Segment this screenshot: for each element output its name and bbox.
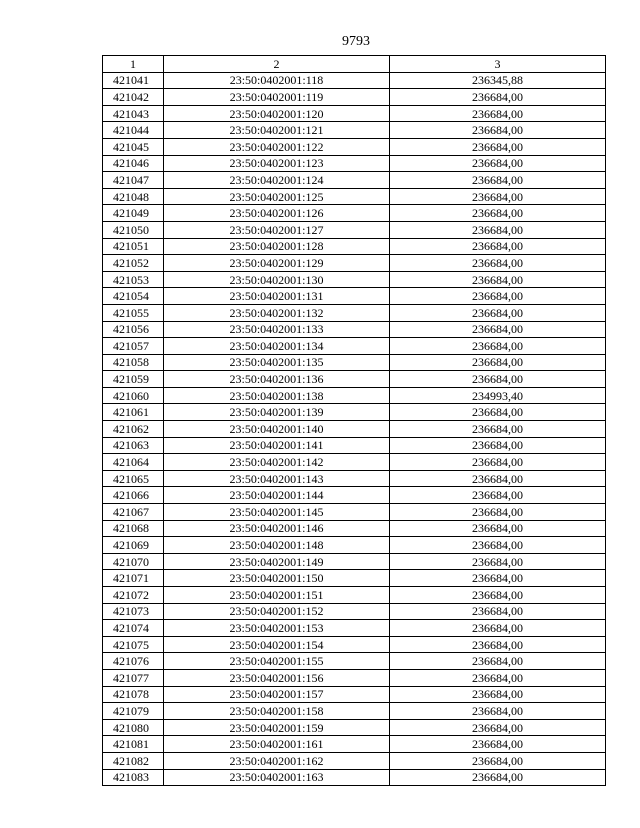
row-number-cell: 421047 xyxy=(103,172,164,189)
value-cell: 236684,00 xyxy=(390,338,606,355)
cadastral-number-cell: 23:50:0402001:144 xyxy=(164,487,390,504)
row-number-cell: 421071 xyxy=(103,570,164,587)
table-row xyxy=(103,603,606,620)
table-row xyxy=(103,752,606,769)
value-cell: 236684,00 xyxy=(390,421,606,438)
table-row xyxy=(103,89,606,106)
cadastral-number-cell: 23:50:0402001:158 xyxy=(164,703,390,720)
cadastral-number-cell: 23:50:0402001:123 xyxy=(164,155,390,172)
value-cell: 236684,00 xyxy=(390,669,606,686)
table-row xyxy=(103,454,606,471)
cadastral-number-cell: 23:50:0402001:155 xyxy=(164,653,390,670)
cadastral-number-cell: 23:50:0402001:121 xyxy=(164,122,390,139)
row-number-cell: 421073 xyxy=(103,603,164,620)
value-cell: 236684,00 xyxy=(390,454,606,471)
row-number-cell: 421065 xyxy=(103,470,164,487)
value-cell: 236684,00 xyxy=(390,520,606,537)
cadastral-number-cell: 23:50:0402001:146 xyxy=(164,520,390,537)
table-row xyxy=(103,221,606,238)
row-number-cell: 421077 xyxy=(103,669,164,686)
value-cell: 236684,00 xyxy=(390,371,606,388)
table-row xyxy=(103,354,606,371)
cadastral-number-cell: 23:50:0402001:143 xyxy=(164,470,390,487)
row-number-cell: 421080 xyxy=(103,719,164,736)
row-number-cell: 421056 xyxy=(103,321,164,338)
table-row xyxy=(103,304,606,321)
cadastral-number-cell: 23:50:0402001:148 xyxy=(164,537,390,554)
table-row xyxy=(103,703,606,720)
value-cell: 236684,00 xyxy=(390,470,606,487)
cadastral-number-cell: 23:50:0402001:127 xyxy=(164,221,390,238)
table-row xyxy=(103,138,606,155)
value-cell: 236684,00 xyxy=(390,188,606,205)
table-row xyxy=(103,122,606,139)
value-cell: 236684,00 xyxy=(390,537,606,554)
cadastral-number-cell: 23:50:0402001:153 xyxy=(164,620,390,637)
cadastral-number-cell: 23:50:0402001:133 xyxy=(164,321,390,338)
row-number-cell: 421042 xyxy=(103,89,164,106)
table-row xyxy=(103,636,606,653)
row-number-cell: 421066 xyxy=(103,487,164,504)
row-number-cell: 421078 xyxy=(103,686,164,703)
row-number-cell: 421069 xyxy=(103,537,164,554)
value-cell: 236684,00 xyxy=(390,553,606,570)
table-body xyxy=(103,72,606,786)
cadastral-number-cell: 23:50:0402001:152 xyxy=(164,603,390,620)
value-cell: 236684,00 xyxy=(390,719,606,736)
cadastral-number-cell: 23:50:0402001:136 xyxy=(164,371,390,388)
cadastral-number-cell: 23:50:0402001:129 xyxy=(164,255,390,272)
cadastral-number-cell: 23:50:0402001:124 xyxy=(164,172,390,189)
value-cell: 234993,40 xyxy=(390,387,606,404)
table-row xyxy=(103,338,606,355)
row-number-cell: 421070 xyxy=(103,553,164,570)
row-number-cell: 421057 xyxy=(103,338,164,355)
page-number: 9793 xyxy=(342,34,370,49)
value-cell: 236684,00 xyxy=(390,89,606,106)
cadastral-number-cell: 23:50:0402001:161 xyxy=(164,736,390,753)
value-cell: 236684,00 xyxy=(390,752,606,769)
row-number-cell: 421068 xyxy=(103,520,164,537)
row-number-cell: 421061 xyxy=(103,404,164,421)
cadastral-number-cell: 23:50:0402001:126 xyxy=(164,205,390,222)
value-cell: 236684,00 xyxy=(390,587,606,604)
value-cell: 236684,00 xyxy=(390,155,606,172)
row-number-cell: 421049 xyxy=(103,205,164,222)
value-cell: 236684,00 xyxy=(390,437,606,454)
table-row xyxy=(103,205,606,222)
column-header-2: 2 xyxy=(164,56,390,73)
value-cell: 236684,00 xyxy=(390,404,606,421)
cadastral-number-cell: 23:50:0402001:162 xyxy=(164,752,390,769)
table-row xyxy=(103,238,606,255)
cadastral-number-cell: 23:50:0402001:122 xyxy=(164,138,390,155)
table-row xyxy=(103,537,606,554)
row-number-cell: 421059 xyxy=(103,371,164,388)
value-cell: 236684,00 xyxy=(390,321,606,338)
cadastral-number-cell: 23:50:0402001:120 xyxy=(164,105,390,122)
table-row xyxy=(103,437,606,454)
row-number-cell: 421060 xyxy=(103,387,164,404)
table-row xyxy=(103,421,606,438)
value-cell: 236345,88 xyxy=(390,72,606,89)
table-row xyxy=(103,155,606,172)
table-row xyxy=(103,72,606,89)
table-row xyxy=(103,653,606,670)
cadastral-number-cell: 23:50:0402001:145 xyxy=(164,504,390,521)
value-cell: 236684,00 xyxy=(390,205,606,222)
table-header-row xyxy=(103,56,606,73)
value-cell: 236684,00 xyxy=(390,238,606,255)
table-row xyxy=(103,288,606,305)
cadastral-number-cell: 23:50:0402001:159 xyxy=(164,719,390,736)
value-cell: 236684,00 xyxy=(390,288,606,305)
value-cell: 236684,00 xyxy=(390,105,606,122)
table-row xyxy=(103,371,606,388)
table-row xyxy=(103,105,606,122)
row-number-cell: 421083 xyxy=(103,769,164,786)
table-row xyxy=(103,271,606,288)
table-row xyxy=(103,404,606,421)
column-header-1: 1 xyxy=(103,56,164,73)
row-number-cell: 421064 xyxy=(103,454,164,471)
table-row xyxy=(103,736,606,753)
value-cell: 236684,00 xyxy=(390,122,606,139)
registry-table xyxy=(102,55,606,786)
value-cell: 236684,00 xyxy=(390,653,606,670)
cadastral-number-cell: 23:50:0402001:156 xyxy=(164,669,390,686)
column-header-3: 3 xyxy=(390,56,606,73)
row-number-cell: 421079 xyxy=(103,703,164,720)
value-cell: 236684,00 xyxy=(390,354,606,371)
table-row xyxy=(103,172,606,189)
cadastral-number-cell: 23:50:0402001:150 xyxy=(164,570,390,587)
table-row xyxy=(103,587,606,604)
row-number-cell: 421052 xyxy=(103,255,164,272)
row-number-cell: 421081 xyxy=(103,736,164,753)
row-number-cell: 421076 xyxy=(103,653,164,670)
table-row xyxy=(103,487,606,504)
cadastral-number-cell: 23:50:0402001:130 xyxy=(164,271,390,288)
row-number-cell: 421067 xyxy=(103,504,164,521)
value-cell: 236684,00 xyxy=(390,603,606,620)
table-row xyxy=(103,504,606,521)
value-cell: 236684,00 xyxy=(390,504,606,521)
value-cell: 236684,00 xyxy=(390,487,606,504)
value-cell: 236684,00 xyxy=(390,703,606,720)
cadastral-number-cell: 23:50:0402001:140 xyxy=(164,421,390,438)
value-cell: 236684,00 xyxy=(390,304,606,321)
row-number-cell: 421054 xyxy=(103,288,164,305)
cadastral-number-cell: 23:50:0402001:132 xyxy=(164,304,390,321)
value-cell: 236684,00 xyxy=(390,686,606,703)
row-number-cell: 421044 xyxy=(103,122,164,139)
table-row xyxy=(103,188,606,205)
row-number-cell: 421041 xyxy=(103,72,164,89)
table-row xyxy=(103,255,606,272)
row-number-cell: 421055 xyxy=(103,304,164,321)
table-row xyxy=(103,470,606,487)
value-cell: 236684,00 xyxy=(390,620,606,637)
cadastral-number-cell: 23:50:0402001:138 xyxy=(164,387,390,404)
cadastral-number-cell: 23:50:0402001:135 xyxy=(164,354,390,371)
value-cell: 236684,00 xyxy=(390,138,606,155)
table-row xyxy=(103,669,606,686)
cadastral-number-cell: 23:50:0402001:149 xyxy=(164,553,390,570)
row-number-cell: 421048 xyxy=(103,188,164,205)
cadastral-number-cell: 23:50:0402001:139 xyxy=(164,404,390,421)
row-number-cell: 421072 xyxy=(103,587,164,604)
row-number-cell: 421050 xyxy=(103,221,164,238)
cadastral-number-cell: 23:50:0402001:142 xyxy=(164,454,390,471)
row-number-cell: 421051 xyxy=(103,238,164,255)
row-number-cell: 421075 xyxy=(103,636,164,653)
value-cell: 236684,00 xyxy=(390,221,606,238)
cadastral-number-cell: 23:50:0402001:151 xyxy=(164,587,390,604)
row-number-cell: 421045 xyxy=(103,138,164,155)
cadastral-number-cell: 23:50:0402001:118 xyxy=(164,72,390,89)
row-number-cell: 421046 xyxy=(103,155,164,172)
cadastral-number-cell: 23:50:0402001:119 xyxy=(164,89,390,106)
table-row xyxy=(103,321,606,338)
row-number-cell: 421043 xyxy=(103,105,164,122)
row-number-cell: 421058 xyxy=(103,354,164,371)
cadastral-number-cell: 23:50:0402001:157 xyxy=(164,686,390,703)
value-cell: 236684,00 xyxy=(390,636,606,653)
cadastral-number-cell: 23:50:0402001:163 xyxy=(164,769,390,786)
row-number-cell: 421053 xyxy=(103,271,164,288)
cadastral-number-cell: 23:50:0402001:131 xyxy=(164,288,390,305)
cadastral-number-cell: 23:50:0402001:125 xyxy=(164,188,390,205)
value-cell: 236684,00 xyxy=(390,736,606,753)
cadastral-number-cell: 23:50:0402001:154 xyxy=(164,636,390,653)
table-row xyxy=(103,553,606,570)
table-row xyxy=(103,520,606,537)
cadastral-number-cell: 23:50:0402001:141 xyxy=(164,437,390,454)
value-cell: 236684,00 xyxy=(390,271,606,288)
table-row xyxy=(103,387,606,404)
value-cell: 236684,00 xyxy=(390,570,606,587)
value-cell: 236684,00 xyxy=(390,769,606,786)
row-number-cell: 421062 xyxy=(103,421,164,438)
table-row xyxy=(103,570,606,587)
table-row xyxy=(103,686,606,703)
row-number-cell: 421082 xyxy=(103,752,164,769)
cadastral-number-cell: 23:50:0402001:134 xyxy=(164,338,390,355)
table-row xyxy=(103,620,606,637)
value-cell: 236684,00 xyxy=(390,172,606,189)
table-row xyxy=(103,769,606,786)
row-number-cell: 421063 xyxy=(103,437,164,454)
cadastral-number-cell: 23:50:0402001:128 xyxy=(164,238,390,255)
row-number-cell: 421074 xyxy=(103,620,164,637)
table-row xyxy=(103,719,606,736)
value-cell: 236684,00 xyxy=(390,255,606,272)
